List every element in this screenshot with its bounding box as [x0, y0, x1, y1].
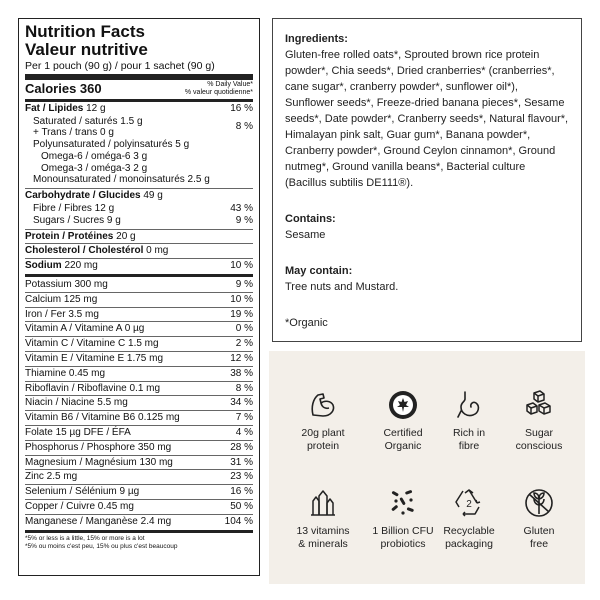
saturated-label: Saturated / saturés 1.5 g — [33, 115, 143, 127]
mineral-dv: 8 % — [235, 382, 253, 394]
carb-amount: 49 g — [143, 190, 163, 202]
mineral-label: Iron / Fer 3.5 mg — [25, 308, 99, 320]
mineral-row — [25, 514, 253, 530]
mineral-row — [25, 484, 253, 499]
benefit-line1: 13 vitamins — [296, 525, 350, 537]
mineral-row — [25, 395, 253, 410]
nutrition-title-fr: Valeur nutritive — [25, 40, 148, 59]
probiotics-icon — [387, 487, 419, 519]
benefits-panel — [269, 351, 585, 584]
sodium-label: Sodium — [25, 260, 62, 272]
cholesterol-row — [25, 243, 253, 258]
may-contain-text: Tree nuts and Mustard. — [285, 281, 399, 293]
mineral-label: Potassium 300 mg — [25, 279, 108, 291]
benefit-fibre — [429, 389, 509, 453]
mono-label: Monounsaturated / monoinsaturés 2.5 g — [33, 174, 210, 186]
benefit-line2: Organic — [384, 440, 422, 452]
mineral-dv: 34 % — [230, 397, 253, 409]
ingredients-heading: Ingredients: — [285, 33, 348, 45]
mineral-row — [25, 381, 253, 396]
sodium-row — [25, 258, 253, 274]
benefit-line2: fibre — [458, 440, 480, 452]
dv-header-en: % Daily Value* — [207, 81, 253, 89]
benefit-line2: probiotics — [380, 538, 426, 550]
mineral-label: Calcium 125 mg — [25, 293, 98, 305]
fat-row — [25, 102, 253, 116]
daily-value-header — [185, 81, 253, 96]
dv-header-fr: % valeur quotidienne* — [184, 88, 253, 96]
sugars-row — [25, 215, 253, 229]
mineral-dv: 10 % — [230, 293, 253, 305]
contains-heading: Contains: — [285, 213, 336, 225]
mineral-dv: 23 % — [230, 471, 253, 483]
protein-row — [25, 229, 253, 244]
omega6-row — [25, 151, 253, 163]
gluten-free-icon — [523, 487, 555, 519]
certified-organic-icon — [387, 389, 419, 421]
benefit-vitamins — [283, 487, 363, 551]
mineral-row — [25, 469, 253, 484]
mineral-dv: 38 % — [230, 367, 253, 379]
mineral-dv: 12 % — [230, 353, 253, 365]
benefit-protein — [283, 389, 363, 453]
benefit-recyclable — [429, 487, 509, 551]
sugars-dv: 9 % — [235, 214, 253, 226]
benefit-line1: 20g plant — [301, 427, 345, 439]
mineral-label: Zinc 2.5 mg — [25, 471, 78, 483]
mineral-label: Vitamin C / Vitamine C 1.5 mg — [25, 338, 159, 350]
mineral-dv: 4 % — [235, 427, 253, 439]
mineral-label: Selenium / Sélénium 9 µg — [25, 486, 140, 498]
mineral-row — [25, 499, 253, 514]
footnote-en: *5% or less is a little, 15% or more is a lot — [25, 534, 145, 542]
fibre-dv: 43 % — [230, 203, 253, 215]
serving-size: Per 1 pouch (90 g) / pour 1 sachet (90 g) — [25, 60, 253, 80]
footnote — [25, 530, 253, 552]
nutrition-facts-panel — [18, 18, 260, 576]
stomach-icon — [453, 389, 485, 421]
poly-row — [25, 139, 253, 151]
mineral-row — [25, 321, 253, 336]
mineral-dv: 31 % — [230, 456, 253, 468]
mineral-label: Vitamin A / Vitamine A 0 µg — [25, 323, 145, 335]
mineral-dv: 7 % — [235, 412, 253, 424]
mineral-row — [25, 440, 253, 455]
benefit-line2: conscious — [515, 440, 563, 452]
fat-dv: 16 % — [230, 102, 253, 114]
mineral-row — [25, 425, 253, 440]
mineral-row — [25, 410, 253, 425]
sugars-label: Sugars / Sucres 9 g — [33, 214, 121, 226]
benefit-line1: Rich in — [452, 427, 486, 439]
mineral-dv: 28 % — [230, 441, 253, 453]
omega3-label: Omega-3 / oméga-3 2 g — [41, 162, 148, 174]
carb-label: Carbohydrate / Glucides — [25, 190, 141, 202]
nutrition-title-en: Nutrition Facts — [25, 22, 145, 41]
mineral-dv: 16 % — [230, 486, 253, 498]
benefit-gluten-free — [499, 487, 579, 551]
mineral-label: Vitamin E / Vitamine E 1.75 mg — [25, 353, 164, 365]
calories-row — [25, 80, 253, 101]
mineral-dv: 104 % — [224, 515, 253, 527]
poly-label: Polyunsaturated / polyinsaturés 5 g — [33, 139, 190, 151]
benefit-sugar — [499, 389, 579, 453]
benefit-line2: packaging — [445, 538, 493, 550]
mineral-label: Riboflavin / Riboflavine 0.1 mg — [25, 382, 161, 394]
may-contain-heading: May contain: — [285, 265, 353, 277]
protein-amount: 20 g — [116, 230, 136, 242]
crystals-icon — [307, 487, 339, 519]
calories-label: Calories 360 — [25, 81, 102, 97]
fat-label: Fat / Lipides — [25, 102, 84, 114]
omega3-row — [25, 163, 253, 175]
cholesterol-label: Cholesterol / Cholestérol — [25, 245, 144, 257]
trans-dv: 8 % — [235, 121, 253, 133]
mineral-label: Copper / Cuivre 0.45 mg — [25, 501, 134, 513]
recycle-icon — [453, 487, 485, 519]
mineral-dv: 19 % — [230, 308, 253, 320]
mineral-row — [25, 455, 253, 470]
mineral-dv: 0 % — [235, 323, 253, 335]
benefit-line2: free — [529, 538, 549, 550]
mineral-dv: 9 % — [235, 279, 253, 291]
sugar-cubes-icon — [523, 389, 555, 421]
mineral-label: Manganese / Manganèse 2.4 mg — [25, 515, 172, 527]
svg-text:2: 2 — [466, 499, 472, 510]
carb-row — [25, 188, 253, 203]
footnote-fr: *5% ou moins c'est peu, 15% ou plus c'est beaucoup — [25, 543, 178, 551]
mineral-row — [25, 336, 253, 351]
benefit-line2: protein — [306, 440, 340, 452]
mineral-dv: 2 % — [235, 338, 253, 350]
mineral-label: Thiamine 0.45 mg — [25, 367, 106, 379]
mineral-row — [25, 366, 253, 381]
benefit-line1: Sugar — [524, 427, 554, 439]
benefit-line1: Recyclable — [443, 525, 495, 537]
trans-label: + Trans / trans 0 g — [33, 127, 114, 139]
mineral-label: Vitamin B6 / Vitamine B6 0.125 mg — [25, 412, 180, 424]
mineral-label: Magnesium / Magnésium 130 mg — [25, 456, 173, 468]
mineral-label: Niacin / Niacine 5.5 mg — [25, 397, 128, 409]
organic-note: *Organic — [285, 317, 328, 329]
mono-row — [25, 174, 253, 188]
ingredients-text: Gluten-free rolled oats*, Sprouted brown rice protein powder*, Chia seeds*, Dried cranberries* (cranberries*, cane sugar*, cranberry powder*, sunflower oil*), Sunflower seeds*, Freeze-dried banana pieces*, Sesame seeds*, Date powder*, Cranberry seeds*, Natural flavour*, Himalayan pink salt, Guar gum*, Banana powder*, Cranberry powder*, Ground Ceylon cinnamon*, Ground nutmeg*, Ground vanilla beans*, Bacterial culture (Bacillus subtilis DE111®). — [285, 49, 569, 189]
mineral-row — [25, 292, 253, 307]
mineral-label: Folate 15 µg DFE / ÉFA — [25, 427, 131, 439]
benefit-line1: Certified — [383, 427, 423, 439]
benefit-line2: & minerals — [298, 538, 348, 550]
saturated-row — [25, 116, 253, 128]
protein-label: Protein / Protéines — [25, 230, 114, 242]
fibre-label: Fibre / Fibres 12 g — [33, 203, 115, 215]
fibre-row — [25, 203, 253, 215]
fat-amount: 12 g — [86, 102, 106, 114]
ingredients-panel — [272, 18, 582, 342]
contains-text: Sesame — [285, 229, 326, 241]
mineral-label: Phosphorus / Phosphore 350 mg — [25, 441, 172, 453]
mineral-dv: 50 % — [230, 501, 253, 513]
sodium-dv: 10 % — [230, 260, 253, 272]
mineral-row — [25, 307, 253, 322]
benefit-line1: 1 Billion CFU — [372, 525, 434, 537]
mineral-row — [25, 277, 253, 292]
omega6-label: Omega-6 / oméga-6 3 g — [41, 150, 148, 162]
benefit-line1: Gluten — [523, 525, 555, 537]
cholesterol-amount: 0 mg — [146, 245, 169, 257]
mineral-row — [25, 351, 253, 366]
minerals-list — [25, 274, 253, 530]
sodium-amount: 220 mg — [64, 260, 98, 272]
muscle-icon — [307, 389, 339, 421]
